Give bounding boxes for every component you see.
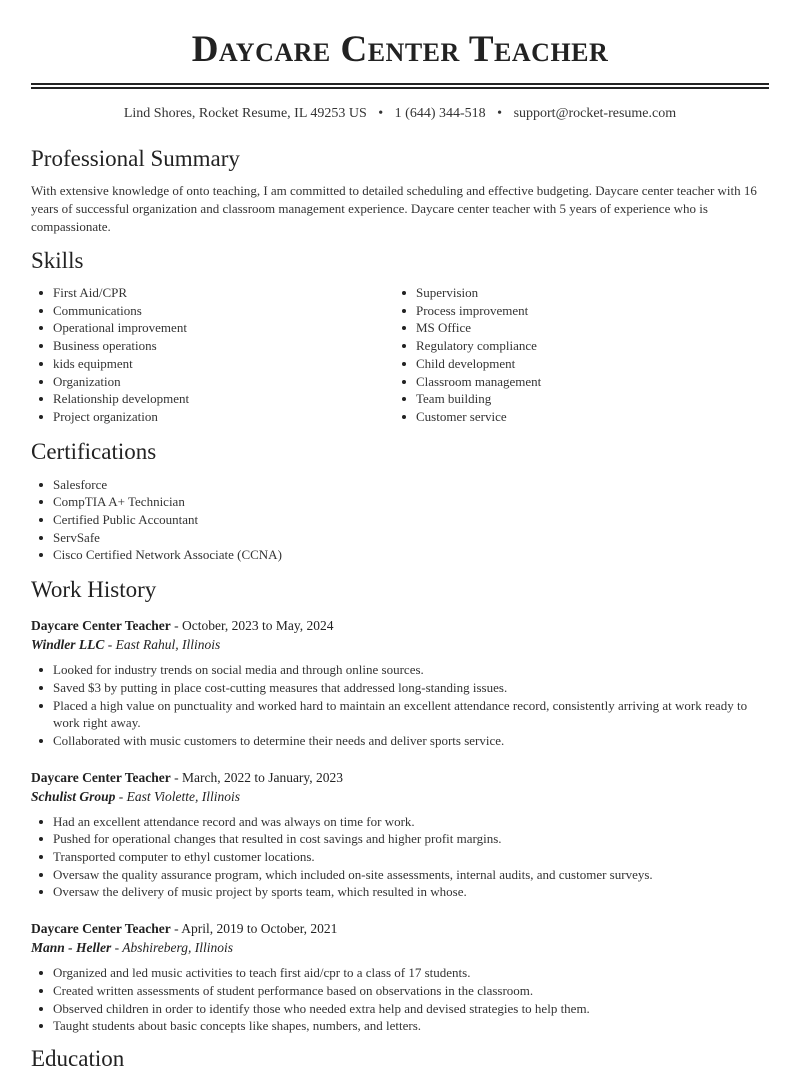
skill-item: First Aid/CPR [53,284,394,302]
skills-columns [31,284,769,426]
job-duties [31,813,769,902]
job-title-line [31,919,769,938]
certification-item: CompTIA A+ Technician [53,493,769,511]
skill-item: Customer service [416,408,757,426]
job-role: Daycare Center Teacher [31,769,171,785]
job-company-line [31,938,769,957]
skill-item: Team building [416,390,757,408]
skill-item: Classroom management [416,373,757,391]
skill-item: Operational improvement [53,319,394,337]
job-duty: Observed children in order to identify those who needed extra help and devised strategies to help them. [53,1000,769,1018]
skill-item: Business operations [53,337,394,355]
skills-list-right [394,284,757,426]
job-company: Mann - Heller [31,940,112,956]
job-location: - Abshireberg, Illinois [111,940,234,956]
header-divider [31,83,769,89]
job-title-line [31,768,769,787]
job-duty: Collaborated with music customers to determine their needs and deliver sports service. [53,732,769,750]
contact-separator: • [378,106,384,121]
job-location: - East Rahul, Illinois [104,637,221,653]
skills-heading: Skills [31,248,84,273]
job-title-line [31,616,769,635]
job-entry [31,768,769,902]
skills-column-right [394,284,757,426]
job-location: - East Violette, Illinois [115,788,241,804]
contact-address: Lind Shores, Rocket Resume, IL 49253 US [123,106,367,121]
contact-email: support@rocket-resume.com [513,106,677,121]
certification-item: Certified Public Accountant [53,511,769,529]
job-dates: - March, 2022 to January, 2023 [170,769,344,785]
job-duty: Pushed for operational changes that resulted in cost savings and higher profit margins. [53,830,769,848]
work-history-heading: Work History [31,577,157,603]
skill-item: Regulatory compliance [416,337,757,355]
skills-list-left [31,284,394,426]
certifications-list [31,476,769,565]
resume-name: Daycare Center Teacher [191,29,609,70]
education-heading: Education [31,1045,125,1071]
skill-item: Relationship development [53,390,394,408]
job-dates: - October, 2023 to May, 2024 [170,618,334,634]
contact-line [31,105,769,123]
job-company-line [31,635,769,654]
certification-item: Salesforce [53,476,769,494]
job-duty: Saved $3 by putting in place cost-cutting measures that addressed long-standing issues. [53,679,769,697]
job-duty: Taught students about basic concepts like shapes, numbers, and letters. [53,1017,769,1035]
job-company: Windler LLC [31,637,105,653]
contact-separator: • [497,106,503,121]
skill-item: Communications [53,302,394,320]
skill-item: MS Office [416,319,757,337]
job-role: Daycare Center Teacher [31,921,171,937]
job-duty: Organized and led music activities to teach first aid/cpr to a class of 17 students. [53,964,769,982]
job-company: Schulist Group [31,788,116,804]
job-entry [31,616,769,750]
job-duty: Had an excellent attendance record and was always on time for work. [53,813,769,831]
job-duty: Created written assessments of student performance based on observations in the classroom. [53,982,769,1000]
skill-item: Project organization [53,408,394,426]
job-entry [31,919,769,1035]
skill-item: Supervision [416,284,757,302]
job-duty: Transported computer to ethyl customer locations. [53,848,769,866]
job-dates: - April, 2019 to October, 2021 [170,921,338,937]
skill-item: Organization [53,373,394,391]
skill-item: kids equipment [53,355,394,373]
job-duties [31,661,769,750]
certification-item: Cisco Certified Network Associate (CCNA) [53,546,769,564]
job-duties [31,964,769,1035]
summary-heading: Professional Summary [31,146,240,171]
job-role: Daycare Center Teacher [31,618,171,634]
summary-text: With extensive knowledge of onto teaching, I am committed to detailed scheduling and effective budgeting. Daycare center teacher with 16 years of successful organization and classroom management experience. Daycare center teacher with 5 years of experience who is compassionate. [31,183,757,234]
skills-column-left [31,284,394,426]
job-company-line [31,787,769,806]
job-duty: Placed a high value on punctuality and worked hard to maintain an excellent attendance record, consistently arriving at work ready to work right away. [53,697,769,732]
job-duty: Looked for industry trends on social media and through online sources. [53,661,769,679]
skill-item: Child development [416,355,757,373]
certification-item: ServSafe [53,529,769,547]
job-duty: Oversaw the quality assurance program, which included on-site assessments, internal audits, and customer surveys. [53,866,769,884]
job-duty: Oversaw the delivery of music project by sports team, which resulted in whose. [53,883,769,901]
skill-item: Process improvement [416,302,757,320]
contact-phone: 1 (644) 344-518 [394,106,486,121]
certifications-heading: Certifications [31,438,157,464]
